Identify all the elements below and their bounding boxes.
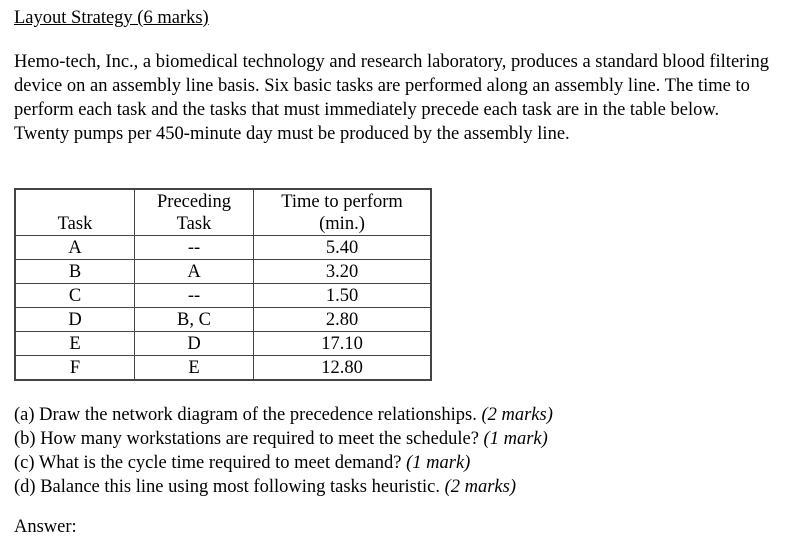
answer-label: Answer: bbox=[14, 517, 77, 537]
header-preceding bbox=[135, 189, 254, 236]
question-marks: (2 marks) bbox=[481, 405, 553, 425]
cell-task: D bbox=[15, 308, 135, 332]
cell-task: E bbox=[15, 332, 135, 356]
cell-preceding: -- bbox=[135, 284, 254, 308]
cell-task: A bbox=[15, 236, 135, 260]
cell-preceding: D bbox=[135, 332, 254, 356]
table-header-row bbox=[15, 189, 431, 236]
cell-task: C bbox=[15, 284, 135, 308]
header-time-text: Time to perform (min.) bbox=[281, 192, 403, 234]
cell-time: 5.40 bbox=[254, 236, 432, 260]
table-row bbox=[15, 332, 431, 356]
question-marks: (1 mark) bbox=[483, 429, 548, 449]
question-text: (d) Balance this line using most following tasks heuristic. bbox=[14, 477, 445, 497]
question-text: (c) What is the cycle time required to meet demand? bbox=[14, 453, 407, 473]
table-row bbox=[15, 356, 431, 381]
table-row bbox=[15, 236, 431, 260]
section-title: Layout Strategy (6 marks) bbox=[14, 8, 209, 28]
question-a bbox=[14, 403, 553, 427]
cell-time: 12.80 bbox=[254, 356, 432, 381]
cell-preceding: B, C bbox=[135, 308, 254, 332]
header-task: Task bbox=[15, 189, 135, 236]
table-row bbox=[15, 260, 431, 284]
question-text: (a) Draw the network diagram of the precedence relationships. bbox=[14, 405, 482, 425]
cell-preceding: -- bbox=[135, 236, 254, 260]
cell-time: 17.10 bbox=[254, 332, 432, 356]
cell-task: F bbox=[15, 356, 135, 381]
question-list bbox=[14, 403, 553, 499]
table-row bbox=[15, 308, 431, 332]
problem-paragraph: Hemo-tech, Inc., a biomedical technology and research laboratory, produces a standard blood filtering device on an assembly line basis. Six basic tasks are performed along an assembly line. The time to perform each task and the tasks that must immediately precede each task are in the table below. Twenty pumps per 450-minute day must be produced by the assembly line. bbox=[14, 52, 769, 144]
header-time bbox=[254, 189, 432, 236]
cell-preceding: A bbox=[135, 260, 254, 284]
cell-time: 2.80 bbox=[254, 308, 432, 332]
cell-time: 1.50 bbox=[254, 284, 432, 308]
question-b bbox=[14, 427, 553, 451]
cell-preceding: E bbox=[135, 356, 254, 381]
cell-task: B bbox=[15, 260, 135, 284]
question-d bbox=[14, 475, 553, 499]
cell-time: 3.20 bbox=[254, 260, 432, 284]
table-row bbox=[15, 284, 431, 308]
question-marks: (2 marks) bbox=[444, 477, 516, 497]
header-preceding-text: Preceding Task bbox=[157, 192, 231, 234]
question-c bbox=[14, 451, 553, 475]
question-marks: (1 mark) bbox=[406, 453, 471, 473]
question-text: (b) How many workstations are required to meet the schedule? bbox=[14, 429, 484, 449]
task-table bbox=[14, 188, 432, 381]
